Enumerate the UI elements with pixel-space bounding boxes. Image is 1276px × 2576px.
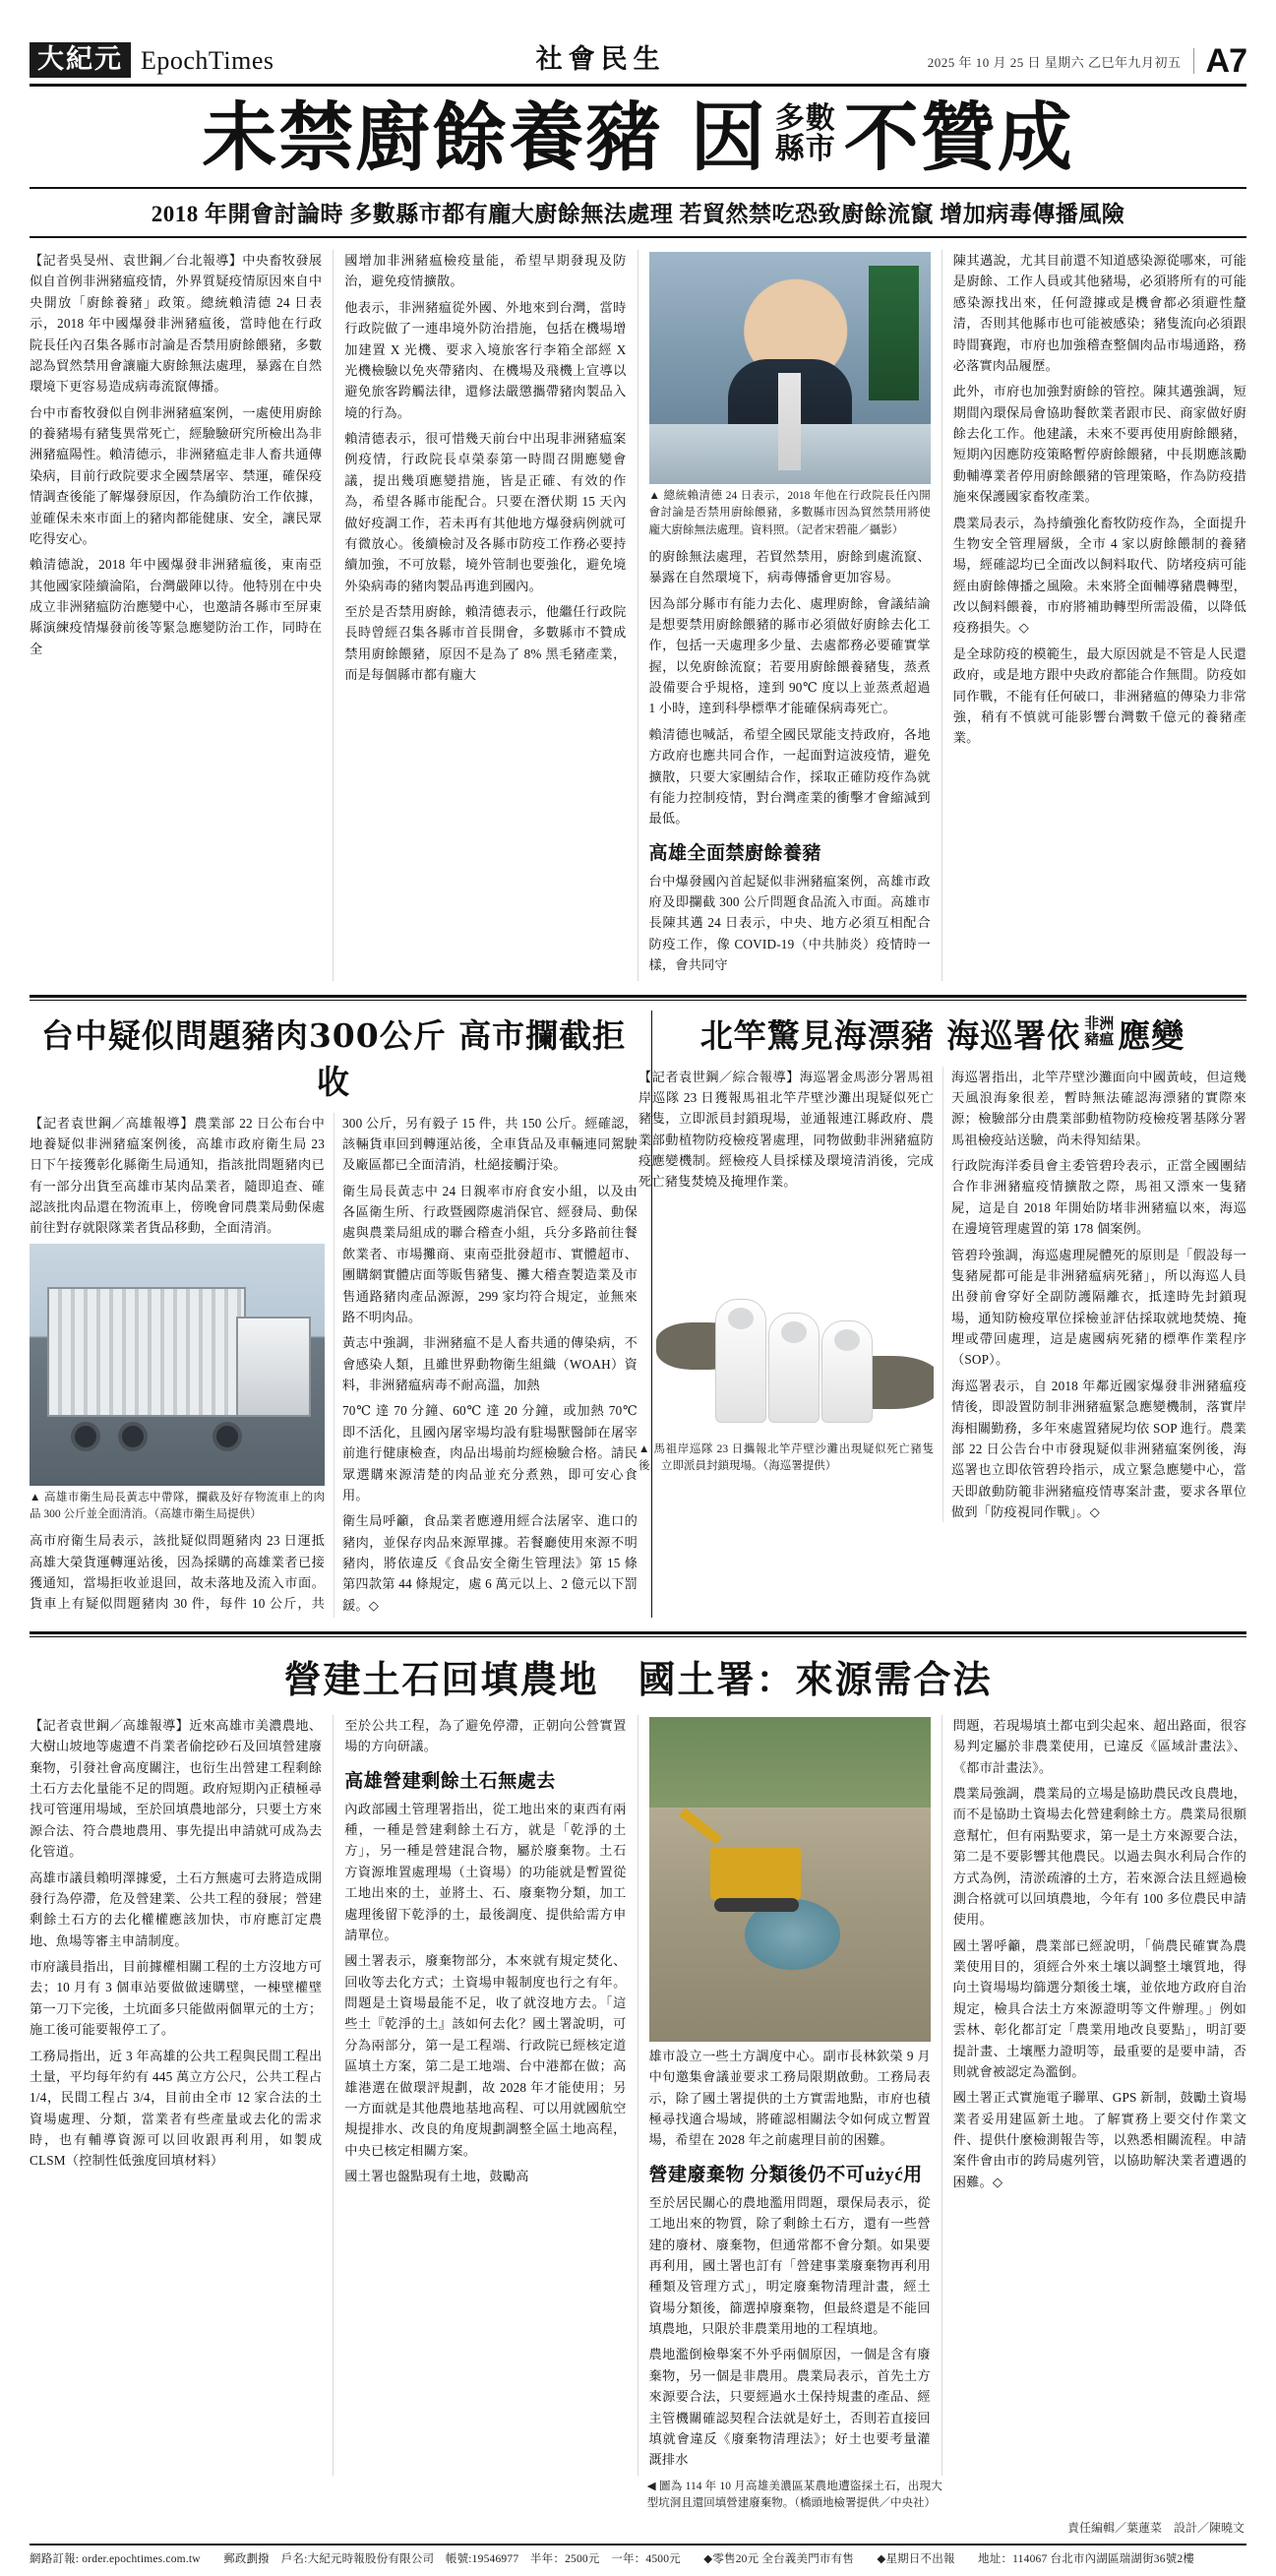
lead-column-2 [334, 250, 638, 981]
paragraph: 衛生局長黃志中 24 日親率市府食安小組，以及由各區衛生所、行政暨國際處消保官、經發局、動保處與農業局組成的聯合稽查小組，兵分多路前往餐飲業者、市場攤商、東南亞批發超市、實體超市、團購網實體店面等販售豬隻、攤大稽查製造業及市售通路豬肉產品源源，299 家均符合規定，並無來路不明肉品。 [342, 1183, 638, 1324]
paragraph: 海巡署指出，北竿芹壁沙灘面向中國黃岐，但這幾天風浪海象很差，暫時無法確認海漂豬的實際來源；檢驗部分由農業部動植物防疫檢疫署基隊分署馬祖檢疫站送驗，尚未得知結果。 [951, 1069, 1246, 1147]
bottom-column-4 [942, 1715, 1246, 2476]
photo-caption: ▲ 高雄市衛生局長黃志中帶隊，攔截及好存物流車上的肉品 300 公斤並全面清消。（高雄市衛生局提供） [30, 1491, 325, 1520]
paragraph: 他表示，非洲豬瘟從外國、外地來到台灣，當時行政院做了一連串境外防治措施，包括在機場增加建置 X 光機、要求入境旅客行李箱全部經 X 光機檢驗以免夾帶豬肉、在機場及飛機上宣導以避免旅客跨觸法律，還修法嚴懲攜帶豬肉製品入境的行為。 [344, 299, 627, 420]
paragraph: 管碧玲強調，海巡處理屍體死的原則是「假設每一隻豬屍都可能是非洲豬瘟病死豬」，所以海巡人員出發前會穿好全副防護隔離衣，抵達時先封鎖現場，通知防檢疫單位採檢並評估採取就地焚燒、掩埋或帶回處理，這是處國病死豬的標準作業程序（SOP）。 [951, 1247, 1246, 1368]
paragraph: 的廚餘無法處理，若貿然禁用，廚餘到處流竄、暴露在自然環境下，病毒傳播會更加容易。 [648, 548, 931, 585]
excavator [710, 1847, 801, 1900]
wheel [71, 1422, 100, 1451]
section-divider [30, 995, 1246, 998]
story-headline: 營建土石回填農地 國土署：來源需合法 [283, 1656, 993, 1701]
paragraph: 海巡署表示，自 2018 年鄰近國家爆發非洲豬瘟疫情後，即設置防制非洲豬瘟緊急應變機制，落實岸海相關勤務，多年來處置豬屍均依 SOP 進行。農業部 22 日公告台中市發現疑似非洲豬瘟案例後，海巡署也立即依管碧玲指示，成立緊急應變中心，當天即啟動防範非洲豬瘟疫情專案計畫，要求各單位做到「防疫視同作戰」。◇ [951, 1378, 1246, 1519]
section-title: 社會民生 [535, 44, 666, 74]
treeline [649, 1717, 931, 1808]
headline-stacked-qualifier [773, 101, 838, 170]
paragraph: 國土署正式實施電子聯單、GPS 新制，鼓勵土資場業者妥用建區新土地。了解實務上要交付作業文件、提供什麼檢測報告等，以熟悉相關流程。申請案件會由市的跨局處列管，以協助解決業者遭遇的困難。◇ [952, 2090, 1246, 2189]
photo-caption: ▲ 馬祖岸巡隊 23 日攜報北竿芹壁沙灘出現疑似死亡豬隻後，立即派員封鎖現場。（海巡署提供） [638, 1442, 934, 1472]
wheel [118, 1422, 148, 1451]
paragraph: 至於居民關心的農地濫用問題，環保局表示，從工地出來的物質，除了剩餘土石方，還有一些營建的廢材、廢棄物，但通常都不會分類。如果要再利用，國土署也訂有「營建事業廢棄物再利用種類及管理方式」，明定廢棄物清理計畫，經土資場分類後，篩選掉廢棄物，但最終還是不能回填農地，只限於非農業用地的工程填地。 [648, 2194, 931, 2337]
paragraph: 國增加非洲豬瘟檢疫量能，希望早期發現及防治，避免疫情擴散。 [344, 253, 627, 289]
paragraph: 70℃ 達 70 分鐘、60℃ 達 20 分鐘，或加熱 70℃ 即不活化，且國內屠宰場均設有駐場獸醫師在屠宰前進行健康檢查，肉品出場前均經檢驗合格。請民眾選購來源清楚的肉品並充分煮熟，即可安心食用。 [342, 1403, 638, 1503]
masthead-meta [927, 42, 1246, 81]
photo-caption: ▲ 總統賴清德 24 日表示，2018 年他在行政院長任內開會討論是否禁用廚餘餵豬，多數縣市因為貿然禁用將使龐大廚餘無法處理。資料照。（記者宋碧龍／攝影） [648, 490, 931, 536]
paragraph: 賴清德說，2018 年中國爆發非洲豬瘟後，東南亞其他國家陸續淪陷，台灣嚴陣以待。他特別在中央成立非洲豬瘟防治應變中心，也邀請各縣市至屏東縣演練疫情爆發前後等緊急應變防治工作，同時在全 [30, 557, 323, 656]
logo-chinese: 大紀元 [30, 42, 131, 78]
divider [1193, 48, 1194, 74]
paragraph: 農業局表示，為持續強化畜牧防疫作為，全面提升生物安全管理層級，全市 4 家以廚餘餵制的養豬場，經確認均已全面改以飼料取代、防堵疫病可能經由廚餘傳播之風險。未來將全面輔導豬農轉型，改以飼料餵養，市府將補助轉型所需設備，以降低疫務損失。◇ [952, 515, 1246, 636]
paragraph: 至於公共工程，為了避免停滯，正朝向公營實置場的方向研議。 [344, 1717, 627, 1754]
paragraph: 國土署也盤點現有土地，鼓勵高 [344, 2169, 529, 2184]
headline-stack-top: 非洲 [1084, 1013, 1115, 1032]
paragraph: 至於是否禁用廚餘，賴清德表示，他繼任行政院長時曾經召集各縣市首長開會，多數縣市不贊成禁用廚餘餵豬，原因不是為了 8% 黑毛豬產業，而是每個縣市都有龐大 [344, 604, 627, 683]
paragraph: 衛生局呼籲，食品業者應遵用經合法屠宰、進口的豬肉，並保存肉品來源單據。若餐廳使用來源不明豬肉，將依違反《食品安全衛生管理法》第 15 條第四款第 44 條規定，處 6 萬元以上、2 億元以下罰鍰。◇ [342, 1513, 638, 1613]
paragraph: 【記者袁世鋼／綜合報導】海巡署金馬澎分署馬祖岸巡隊 23 日獲報馬祖北竿芹壁沙灘出現疑似死亡豬隻，立即派員封鎖現場，並通報連江縣政府、農業部動植物防疫檢疫署處理，同物做動非洲豬瘟防疫應變機制。經檢疫人員採樣及環境清消後，完成死亡豬隻焚燒及掩埋作業。 [638, 1069, 934, 1190]
quarry-excavator-photo [649, 1717, 931, 2042]
photo-block [30, 1244, 325, 1524]
mid-section [30, 1011, 1246, 1618]
story-headline-part-1: 北竿驚見海漂豬 海巡署依 [699, 1015, 1081, 1055]
photo-block [638, 1197, 934, 1476]
flag-backdrop [869, 266, 920, 400]
lead-column-1 [30, 250, 334, 981]
bottom-column-3 [638, 1715, 942, 2476]
paragraph: 黃志中強調，非洲豬瘟不是人畜共通的傳染病，不會感染人類，且雖世界動物衛生組織（WOAH）資料，非洲豬瘟病毒不耐高溫，加熱 [342, 1335, 638, 1392]
beach-hazmat-photo [638, 1197, 934, 1438]
paragraph: 高市府衛生局表示，該批疑似問題豬肉 23 日運抵高雄大榮貨運轉運站後，因為採購的高雄業者已接獲通知，當場拒收並退回，故未落地及流入市面。貨車上有疑似問題豬肉 30 件，每件 10 公斤，共 300 公斤，另有毅子 15 件，共 150 公斤。經確認，該輛貨車回到轉運站後，全車貨品及車輛連同駕駛及廠區都已全面清消，杜絕接觸汙染。 [30, 1115, 638, 1612]
story-headline-part-2: 應變 [1118, 1015, 1185, 1055]
photo-caption: ◀ 圖為 114 年 10 月高雄美濃區某農地遭盜採土石，出現大型坑洞且還回填營建廢棄物。（橋頭地檢署提供／中央社） [646, 2480, 942, 2509]
hazmat-worker [768, 1313, 820, 1423]
paragraph: 高雄市議員賴明澤據愛，土石方無處可去將造成開發行為停滯，危及營建業、公共工程的發展；營建剩餘土石方的去化權權應該加快，市府應訂定農地、魚場等審主申請制度。 [30, 1870, 323, 1948]
story-headline-stacked [1084, 1013, 1115, 1051]
paragraph: 台中爆發國內首起疑似非洲豬瘟案例，高雄市政府及即攔截 300 公斤問題食品流入市面。高雄市長陳其邁 24 日表示，中央、地方必須互相配合防疫工作，像 COVID-19（中共肺炎）疫情時一樣，會共同守 [648, 873, 931, 973]
bottom-column-1 [30, 1715, 334, 2476]
hazmat-worker [821, 1320, 873, 1423]
paragraph: 【記者吳旻州、袁世鋼／台北報導】中央畜牧發展似自首例非洲豬瘟疫情，外界質疑疫情原因來自中央開放「廚餘養豬」政策。總統賴清德 24 日表示，2018 年中國爆發非洲豬瘟後，當時他在行政院長任內召集各縣市討論是否禁用廚餘餵豬，多數認為貿然禁用會讓龐大廚餘無法處理，暴露在自然環境下更容易造成病毒流竄傳播。 [30, 253, 323, 395]
wheel [213, 1422, 242, 1451]
subsection-heading: 營建廢棄物 分類後仍不可użyć用 [648, 2164, 923, 2185]
paragraph: 此外，市府也加強對廚餘的管控。陳其邁強調，短期間內環保局會協助餐飲業者跟市民、商家做好廚餘去化工作。他建議，未來不要再使用廚餘餵豬，短期內因應防疫策略暫停廚餘餵豬，中長期應該勵動輔導業者停用廚餘餵豬的管理策略，作為防疫措施來保護國家畜牧產業。 [952, 384, 1246, 505]
story-body [638, 1067, 1246, 1523]
logo-english: EpochTimes [141, 46, 274, 75]
paragraph: 因為部分縣市有能力去化、處理廚餘，會議結論是想要禁用廚餘餵豬的縣市必須做好廚餘去化工作，包括一天處理多少量、去處都務必要確實掌握，以免廚餘流竄；若要用廚餘餵養豬隻，蒸煮設備要合乎規格，達到 90℃ 度以上並蒸煮超過 1 小時，達到科學標準才能確保病毒死亡。 [648, 595, 931, 716]
paragraph: 【記者袁世鋼／高雄報導】近來高雄市美濃農地、大樹山坡地等處遭不肖業者偷挖砂石及回填營建廢棄物，引發社會高度關注，也衍生出營建工程剩餘土石方去化量能不足的問題。政府短期內正積極尋找可管運用場域，至於回填農地部分，只要土方來源合法、符合農地農用、事先提出申請就可成為去化管道。 [30, 1717, 323, 1860]
president-press-photo [649, 252, 931, 484]
paragraph: 國土署表示，廢棄物部分，本來就有規定焚化、回收等去化方式；土資場申報制度也行之有年。問題是土資場最能不足，收了就沒地方去。「這些土『乾淨的土』該如何去化？國土署說明，可分為兩部分，第一是工程端、行政院已經核定道區填土方案，第二是工地端、台中港都在做；高雄港選在做環評規劃，故 2028 年才能使用；另一方面就是其他農地基地高程、可以用就國航空規提排水、改良的角度規劃調整全區土地高程，中央已核定相關方案。 [344, 1953, 627, 2158]
lead-story-columns [30, 250, 1246, 981]
paragraph: 是全球防疫的模範生，最大原因就是不管是人民還政府，或是地方跟中央政府都能合作無間。防疫如同作戰，不能有任何破口，非洲豬瘟的傳染力非常強，稍有不慎就可能影響台灣數千億元的養豬產業。 [952, 645, 1246, 746]
truck-inspection-photo [30, 1244, 325, 1486]
issue-date: 2025 年 10 月 25 日 星期六 乙巳年九月初五 [927, 55, 1182, 70]
page-number: A7 [1205, 42, 1246, 81]
lead-column-3 [638, 250, 942, 981]
paragraph: 農業局強調，農業局的立場是協助農民改良農地，而不是協助土資場去化營建剩餘土方。農業局很願意幫忙，但有兩點要求，第一是土方來源要合法，第二是不要影響其他農民。以過去與水利局合作的方式為例，清淤疏濬的土方，若來源合法且經過檢測合格就可以回填農地，今年有 100 多位農民申請使用。 [952, 1786, 1246, 1928]
paragraph: 雄市設立一些土方調度中心。副市長林欽榮 9 月中旬邀集會議並要求工務局限期啟動。工務局表示，除了國土署提供的土方實需地點，市府也積極尋找適合場域，將確認相關法令如何成立暫置場，希望在 2028 年之前處理目前的困難。 [648, 2048, 931, 2148]
bottom-column-2 [334, 1715, 638, 2476]
paragraph: 行政院海洋委員會主委管碧玲表示，正當全國團結合作非洲豬瘟疫情擴散之際，馬祖又漂來一隻豬屍，這是自 2018 年開始防堵非洲豬瘟以來，海巡在邊境管理處置的第 178 個案例。 [951, 1158, 1246, 1237]
editor-byline: 責任編輯／葉蓮菜 設計／陳曉文 [1066, 2521, 1245, 2536]
story-columns [30, 1715, 1246, 2476]
lead-headline-block [30, 87, 1246, 238]
paragraph: 台中市畜牧發似自例非洲豬瘟案例，一處使用廚餘的養豬場有豬隻異常死亡，經驗驗研究所檢出為非洲豬瘟陽性。賴清德示，非洲豬瘟走非人畜共通傳染病，目前行政院要求全國禁屠宰、禁運，確保疫情調查後能了解爆發原因，作為續防治工作依據，並確保未來市面上的豬肉都能健康、安全，讓民眾吃得安心。 [30, 404, 323, 546]
paragraph: 賴清德也喊話，希望全國民眾能支持政府，各地方政府也應共同合作，一起面對這波疫情，避免擴散，只要大家團結合作，採取正確防疫作為就有能力控制疫情，對台灣產業的衝擊才會縮減到最低。 [648, 726, 931, 827]
subsection-heading: 高雄營建剩餘土石無處去 [344, 1770, 556, 1792]
footer-subscription-info: 網路訂報: order.epochtimes.com.tw 郵政劃撥 戶名:大紀元時報股份有限公司 帳號:19546977 半年：2500元 一年：4500元 ◆零售20元 全台義美門市有售 ◆星期日不出報 地址：114067 台北市內湖區瑞湖街36號2樓 [30, 2553, 1195, 2566]
paragraph: 市府議員指出，目前據權相關工程的土方沒地方可去；10 月有 3 個車站要做做速購壁，一棟壁權壁第一刀下完後，土坑面多只能做兩個單元的土方；施工後可能要報停工了。 [30, 1959, 323, 2038]
story-body [30, 1113, 638, 1618]
paragraph: 陳其邁說，尤其目前還不知道感染源從哪來，可能是廚餘、工作人員或其他豬場，必須將所有的可能感染源找出來，任何證據或是機會都必須避性釐清，否則其他縣市也可能被感染；豬隻流向必須跟時間賽跑，市府也加強稽查整個肉品市場通路，務必落實肉品履歷。 [952, 253, 1246, 373]
paragraph: 內政部國土管理署指出，從工地出來的東西有兩種，一種是營建剩餘土石方，就是「乾淨的土方」，另一種是營建混合物，屬於廢棄物。土石方資源堆置處理場（土資場）的功能就是暫置從工地出來的土，並將土、石、廢棄物分類，加工處理後留下乾淨的土，最後調度、提供給需方申請單位。 [344, 1801, 627, 1942]
masthead-brand [30, 42, 274, 78]
lead-column-4 [942, 250, 1246, 981]
headline [30, 93, 1246, 181]
section-divider-thin [30, 1636, 1246, 1637]
headline-stack-top: 多數 [774, 101, 836, 137]
paragraph: 農地濫倒檢舉案不外乎兩個原因，一個是含有廢棄物，另一個是非農用。農業局表示，首先土方來源要合法，只要經過水土保持規畫的產品、經主管機關確認契程合法就是好土，否則若直接回填就會違反《廢棄物清理法》；好土也要考量灌溉排水 [648, 2347, 931, 2468]
hazmat-worker [715, 1299, 766, 1423]
page-footer [30, 2544, 1246, 2566]
headline-part-2: 不贊成 [843, 93, 1074, 181]
paragraph: 問題，若現場填土都屯到尖起來、超出路面，很容易判定屬於非農業使用，已違反《區域計畫法》、《都市計畫法》。 [952, 1717, 1246, 1775]
story-matsu-pig [638, 1011, 1246, 1618]
story-headline: 台中疑似問題豬肉300公斤 高市攔截拒收 [40, 1015, 627, 1101]
paragraph: 國土署呼籲，農業部已經說明，「倘農民確實為農業使用目的，須經合外來土壤以調整土壤質地，得向土資場場均篩選分類後土壤，並依地方政府自治規定，檢具合法土方來源證明等文件辦理。」例如雲林、彰化都訂定「農業用地改良要點」，明訂要提計畫、土壤壓力證明等，最重要的是要申請，否則就會被認定為濫倒。 [952, 1937, 1246, 2079]
paragraph: 【記者袁世鋼／高雄報導】農業部 22 日公布台中地養疑似非洲豬瘟案例後，高雄市政府衛生局 23 日下午接獲彰化縣衛生局通知，指該批問題豬肉已有一部分出貨至高雄市某肉品業者，隨即追查、確認該批肉品還在物流車上，傍晚會同農業局動保處前往對存就限隊業者貨品移動，全面清消。 [30, 1115, 325, 1236]
paragraph: 賴清德表示，很可惜幾天前台中出現非洲豬瘟案例疫情，行政院長卓榮泰第一時間召開應變會議，提出幾項應變措施，皆是正確、有效的作為，希望各縣市能配合。只要在潛伏期 15 天內做好疫調工作，若未再有其他地方爆發病例就可有微放心。後續檢討及各縣市防疫工作務必要持續加強，不可放鬆，境外管制也要強化，避免境外染病毒的豬肉製品再進到國內。 [344, 431, 627, 593]
podium [649, 424, 931, 484]
subsection-heading: 高雄全面禁廚餘養豬 [648, 842, 822, 864]
masthead [30, 24, 1246, 87]
section-divider [30, 1631, 1246, 1634]
headline-stack-bottom: 豬瘟 [1084, 1029, 1115, 1048]
section-divider-thin [30, 1000, 1246, 1001]
headline-part-1: 未禁廚餘養豬 因 [202, 93, 767, 181]
headline-stack-bottom: 縣市 [774, 132, 836, 166]
subheadline: 2018 年開會討論時 多數縣市都有龐大廚餘無法處理 若貿然禁吃恐致廚餘流竄 增加病毒傳播風險 [30, 187, 1246, 238]
story-landfill-farmland [30, 1649, 1246, 2512]
story-taichung-pork [30, 1011, 638, 1618]
paragraph: 工務局指出，近 3 年高雄的公共工程與民間工程出土量，平均每年約有 445 萬立方公尺，公共工程占 1/4，民間工程占 3/4，目前由全市 12 家合法的土資場處理、分類，當業者有些產量或去化的需求時，也有輔導資源可以回收跟再利用，如製成 CLSM（控制性低強度回填材料） [30, 2048, 323, 2169]
story-headline [638, 1011, 1246, 1057]
